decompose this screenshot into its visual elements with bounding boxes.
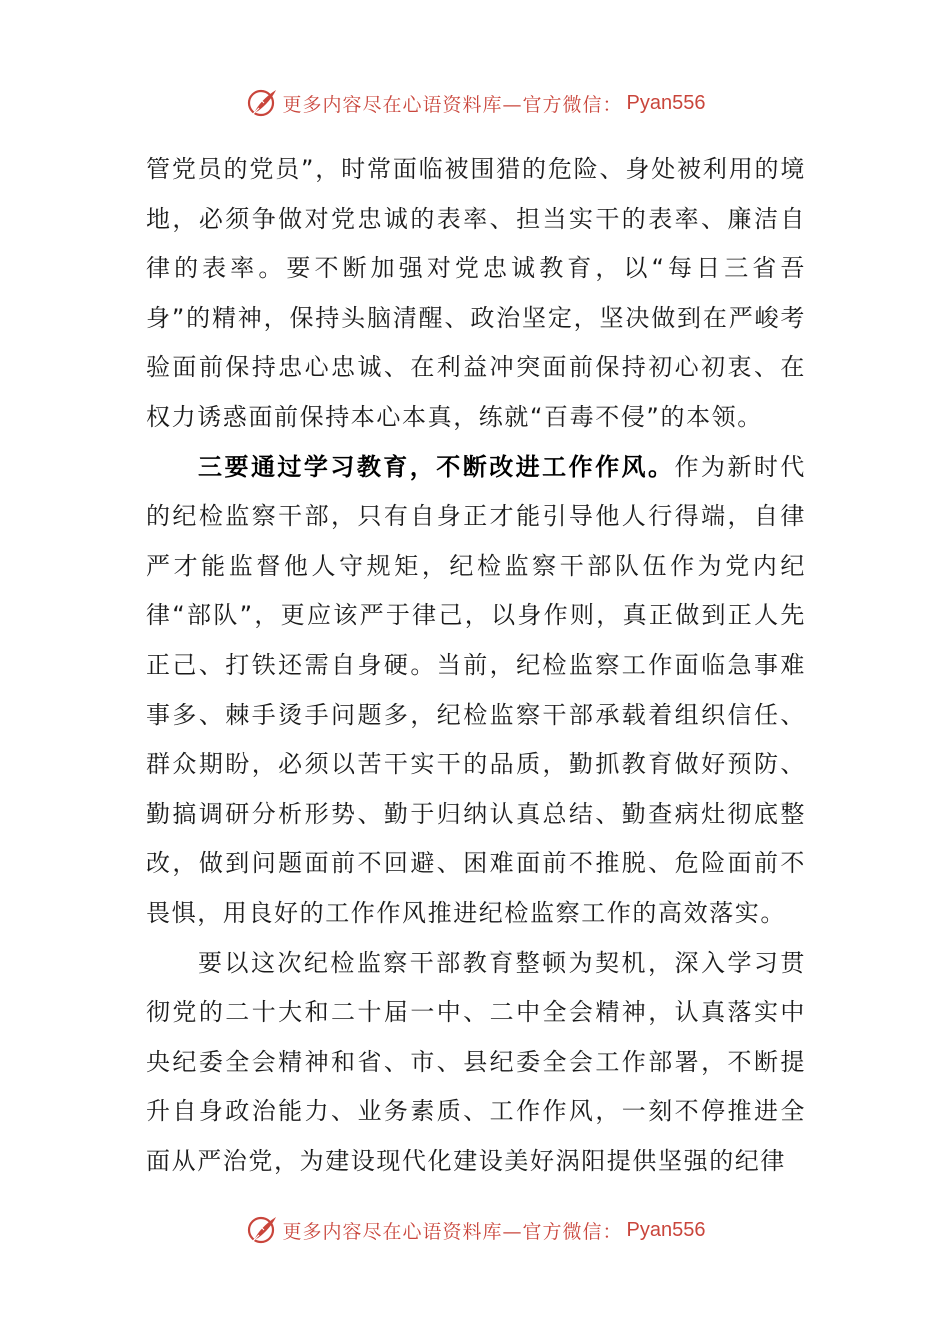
wechat-id: Pyan556 [626,1218,706,1241]
paragraph-3-text: 要以这次纪检监察干部教育整顿为契机，深入学习贯彻党的二十大和二十届一中、二中全会精神，认真落实中央纪委全会精神和省、市、县纪委全会工作部署，不断提升自身政治能力、业务素质、工作作风，一刻不停推进全面从严治党，为建设现代化建设美好涡阳提供坚强的纪律 [146,948,806,1175]
header-watermark [0,83,950,123]
quill-logo-icon [245,86,279,120]
quill-logo-icon [245,1213,279,1247]
paragraph-3 [146,939,806,1187]
paragraph-1 [146,145,806,443]
paragraph-2 [146,443,806,939]
document-body [146,145,806,1186]
wechat-id: Pyan556 [626,91,706,114]
paragraph-1-text: 管党员的党员”，时常面临被围猎的危险、身处被利用的境地，必须争做对党忠诚的表率、担当实干的表率、廉洁自律的表率。要不断加强对党忠诚教育，以“每日三省吾身”的精神，保持头脑清醒、政治坚定，坚决做到在严峻考验面前保持忠心忠诚、在利益冲突面前保持初心初衷、在权力诱惑面前保持本心本真，练就“百毒不侵”的本领。 [146,155,806,431]
paragraph-2-text: 作为新时代的纪检监察干部，只有自身正才能引导他人行得端，自律严才能监督他人守规矩，纪检监察干部队伍作为党内纪律“部队”，更应该严于律己，以身作则，真正做到正人先正己、打铁还需自身硬。当前，纪检监察工作面临急事难事多、棘手烫手问题多，纪检监察干部承载着组织信任、群众期盼，必须以苦干实干的品质，勤抓教育做好预防、勤搞调研分析形势、勤于归纳认真总结、勤查病灶彻底整改，做到问题面前不回避、困难面前不推脱、危险面前不畏惧，用良好的工作作风推进纪检监察工作的高效落实。 [146,452,806,927]
footer-watermark [0,1210,950,1250]
paragraph-2-heading: 三要通过学习教育，不断改进工作作风。 [198,452,675,481]
watermark-text: 更多内容尽在心语资料库—官方微信： [282,93,623,116]
watermark-text: 更多内容尽在心语资料库—官方微信： [282,1220,623,1243]
